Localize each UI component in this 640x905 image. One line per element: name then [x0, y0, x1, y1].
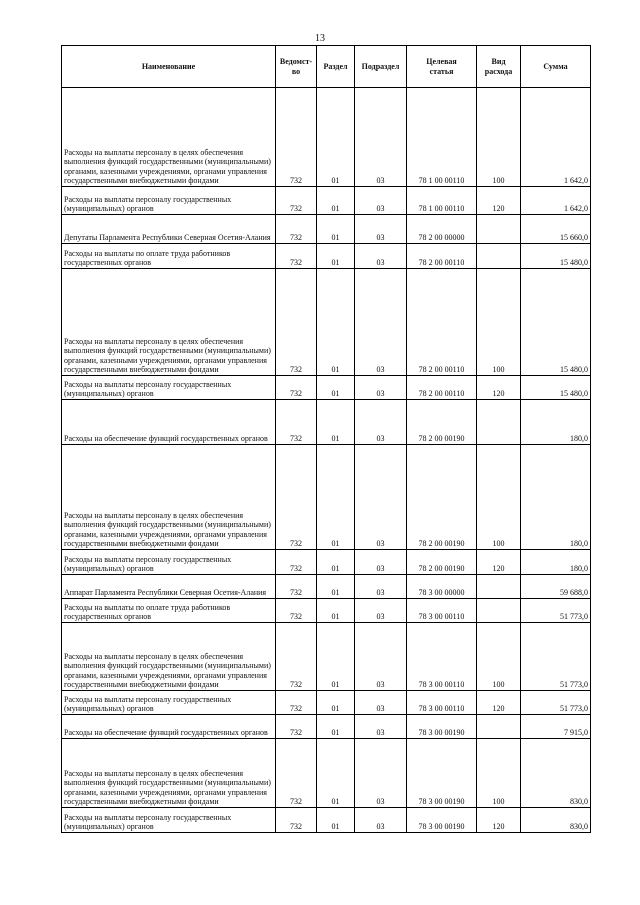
cell-sum: 180,0	[521, 400, 591, 445]
cell-dept: 732	[276, 400, 317, 445]
cell-sum: 59 688,0	[521, 575, 591, 599]
cell-name: Расходы на выплаты персоналу государственных (муниципальных) органов	[62, 187, 276, 215]
cell-dept: 732	[276, 244, 317, 269]
table-row	[62, 715, 591, 739]
cell-subsection: 03	[355, 244, 407, 269]
table-row	[62, 269, 591, 376]
cell-name: Расходы на выплаты персоналу государственных (муниципальных) органов	[62, 691, 276, 715]
cell-dept: 732	[276, 445, 317, 550]
table-body	[62, 88, 591, 833]
cell-kind: 100	[477, 269, 521, 376]
cell-target: 78 3 00 00000	[407, 575, 477, 599]
header-section: Раздел	[317, 46, 355, 88]
table-row	[62, 623, 591, 691]
cell-subsection: 03	[355, 376, 407, 400]
header-name: Наименование	[62, 46, 276, 88]
table-row	[62, 376, 591, 400]
cell-dept: 732	[276, 269, 317, 376]
cell-target: 78 2 00 00190	[407, 445, 477, 550]
cell-kind: 100	[477, 623, 521, 691]
cell-dept: 732	[276, 739, 317, 808]
cell-section: 01	[317, 550, 355, 575]
cell-name: Расходы на обеспечение функций государственных органов	[62, 400, 276, 445]
cell-kind: 120	[477, 808, 521, 833]
table-row	[62, 575, 591, 599]
table-row	[62, 244, 591, 269]
cell-sum: 15 480,0	[521, 269, 591, 376]
cell-kind: 100	[477, 88, 521, 187]
cell-name: Депутаты Парламента Республики Северная Осетия-Алания	[62, 215, 276, 244]
cell-target: 78 2 00 00190	[407, 550, 477, 575]
cell-kind	[477, 400, 521, 445]
cell-dept: 732	[276, 808, 317, 833]
cell-subsection: 03	[355, 623, 407, 691]
cell-target: 78 2 00 00000	[407, 215, 477, 244]
cell-kind: 120	[477, 691, 521, 715]
cell-subsection: 03	[355, 187, 407, 215]
cell-sum: 51 773,0	[521, 623, 591, 691]
cell-kind: 100	[477, 445, 521, 550]
cell-dept: 732	[276, 187, 317, 215]
table-row	[62, 808, 591, 833]
cell-subsection: 03	[355, 215, 407, 244]
cell-subsection: 03	[355, 691, 407, 715]
cell-kind: 120	[477, 550, 521, 575]
cell-kind	[477, 599, 521, 623]
cell-kind: 120	[477, 187, 521, 215]
cell-sum: 1 642,0	[521, 88, 591, 187]
header-dept: Ведомст- во	[276, 46, 317, 88]
cell-subsection: 03	[355, 739, 407, 808]
cell-sum: 15 660,0	[521, 215, 591, 244]
cell-kind: 100	[477, 739, 521, 808]
cell-dept: 732	[276, 599, 317, 623]
cell-kind: 120	[477, 376, 521, 400]
cell-target: 78 2 00 00110	[407, 376, 477, 400]
cell-section: 01	[317, 623, 355, 691]
cell-section: 01	[317, 400, 355, 445]
header-kind: Вид расхода	[477, 46, 521, 88]
cell-section: 01	[317, 269, 355, 376]
table-row	[62, 691, 591, 715]
table-row	[62, 599, 591, 623]
cell-section: 01	[317, 215, 355, 244]
cell-sum: 7 915,0	[521, 715, 591, 739]
cell-subsection: 03	[355, 88, 407, 187]
cell-section: 01	[317, 808, 355, 833]
cell-section: 01	[317, 691, 355, 715]
header-target: Целевая статья	[407, 46, 477, 88]
cell-sum: 830,0	[521, 808, 591, 833]
table-row	[62, 739, 591, 808]
cell-dept: 732	[276, 575, 317, 599]
cell-subsection: 03	[355, 575, 407, 599]
cell-section: 01	[317, 599, 355, 623]
cell-dept: 732	[276, 550, 317, 575]
cell-name: Расходы на выплаты персоналу государственных (муниципальных) органов	[62, 376, 276, 400]
cell-target: 78 2 00 00110	[407, 269, 477, 376]
cell-sum: 51 773,0	[521, 691, 591, 715]
cell-target: 78 3 00 00110	[407, 599, 477, 623]
cell-target: 78 3 00 00190	[407, 808, 477, 833]
cell-subsection: 03	[355, 269, 407, 376]
cell-name: Расходы на выплаты по оплате труда работников государственных органов	[62, 599, 276, 623]
cell-target: 78 1 00 00110	[407, 187, 477, 215]
cell-target: 78 1 00 00110	[407, 88, 477, 187]
header-row	[62, 46, 591, 88]
cell-section: 01	[317, 187, 355, 215]
table-row	[62, 400, 591, 445]
cell-dept: 732	[276, 623, 317, 691]
table-row	[62, 215, 591, 244]
cell-sum: 51 773,0	[521, 599, 591, 623]
cell-name: Расходы на выплаты персоналу в целях обеспечения выполнения функций государственными (муниципальными) органами, казенными учреждениями, органами управления государственными внебюджетными фондами	[62, 445, 276, 550]
cell-name: Расходы на выплаты по оплате труда работников государственных органов	[62, 244, 276, 269]
table-row	[62, 445, 591, 550]
cell-dept: 732	[276, 376, 317, 400]
cell-dept: 732	[276, 691, 317, 715]
cell-section: 01	[317, 445, 355, 550]
cell-target: 78 3 00 00190	[407, 715, 477, 739]
cell-kind	[477, 715, 521, 739]
cell-sum: 1 642,0	[521, 187, 591, 215]
cell-section: 01	[317, 244, 355, 269]
cell-subsection: 03	[355, 400, 407, 445]
cell-subsection: 03	[355, 445, 407, 550]
table-row	[62, 88, 591, 187]
cell-sum: 15 480,0	[521, 376, 591, 400]
cell-name: Расходы на выплаты персоналу государственных (муниципальных) органов	[62, 808, 276, 833]
cell-name: Расходы на выплаты персоналу государственных (муниципальных) органов	[62, 550, 276, 575]
cell-subsection: 03	[355, 550, 407, 575]
table-row	[62, 187, 591, 215]
cell-target: 78 2 00 00190	[407, 400, 477, 445]
cell-subsection: 03	[355, 599, 407, 623]
cell-target: 78 3 00 00110	[407, 691, 477, 715]
cell-section: 01	[317, 575, 355, 599]
cell-sum: 830,0	[521, 739, 591, 808]
cell-section: 01	[317, 88, 355, 187]
cell-name: Расходы на выплаты персоналу в целях обеспечения выполнения функций государственными (муниципальными) органами, казенными учреждениями, органами управления государственными внебюджетными фондами	[62, 269, 276, 376]
cell-subsection: 03	[355, 715, 407, 739]
cell-section: 01	[317, 739, 355, 808]
cell-dept: 732	[276, 215, 317, 244]
cell-name: Расходы на выплаты персоналу в целях обеспечения выполнения функций государственными (муниципальными) органами, казенными учреждениями, органами управления государственными внебюджетными фондами	[62, 623, 276, 691]
cell-dept: 732	[276, 88, 317, 187]
table-row	[62, 550, 591, 575]
cell-kind	[477, 575, 521, 599]
budget-table	[61, 45, 591, 833]
cell-name: Аппарат Парламента Республики Северная Осетия-Алания	[62, 575, 276, 599]
cell-target: 78 2 00 00110	[407, 244, 477, 269]
cell-kind	[477, 244, 521, 269]
header-subsection: Подраздел	[355, 46, 407, 88]
cell-name: Расходы на выплаты персоналу в целях обеспечения выполнения функций государственными (муниципальными) органами, казенными учреждениями, органами управления государственными внебюджетными фондами	[62, 739, 276, 808]
page-number: 13	[315, 33, 325, 44]
cell-section: 01	[317, 715, 355, 739]
cell-sum: 180,0	[521, 550, 591, 575]
cell-name: Расходы на выплаты персоналу в целях обеспечения выполнения функций государственными (муниципальными) органами, казенными учреждениями, органами управления государственными внебюджетными фондами	[62, 88, 276, 187]
cell-name: Расходы на обеспечение функций государственных органов	[62, 715, 276, 739]
cell-dept: 732	[276, 715, 317, 739]
cell-target: 78 3 00 00190	[407, 739, 477, 808]
cell-sum: 15 480,0	[521, 244, 591, 269]
cell-subsection: 03	[355, 808, 407, 833]
header-sum: Сумма	[521, 46, 591, 88]
cell-sum: 180,0	[521, 445, 591, 550]
cell-section: 01	[317, 376, 355, 400]
cell-kind	[477, 215, 521, 244]
cell-target: 78 3 00 00110	[407, 623, 477, 691]
